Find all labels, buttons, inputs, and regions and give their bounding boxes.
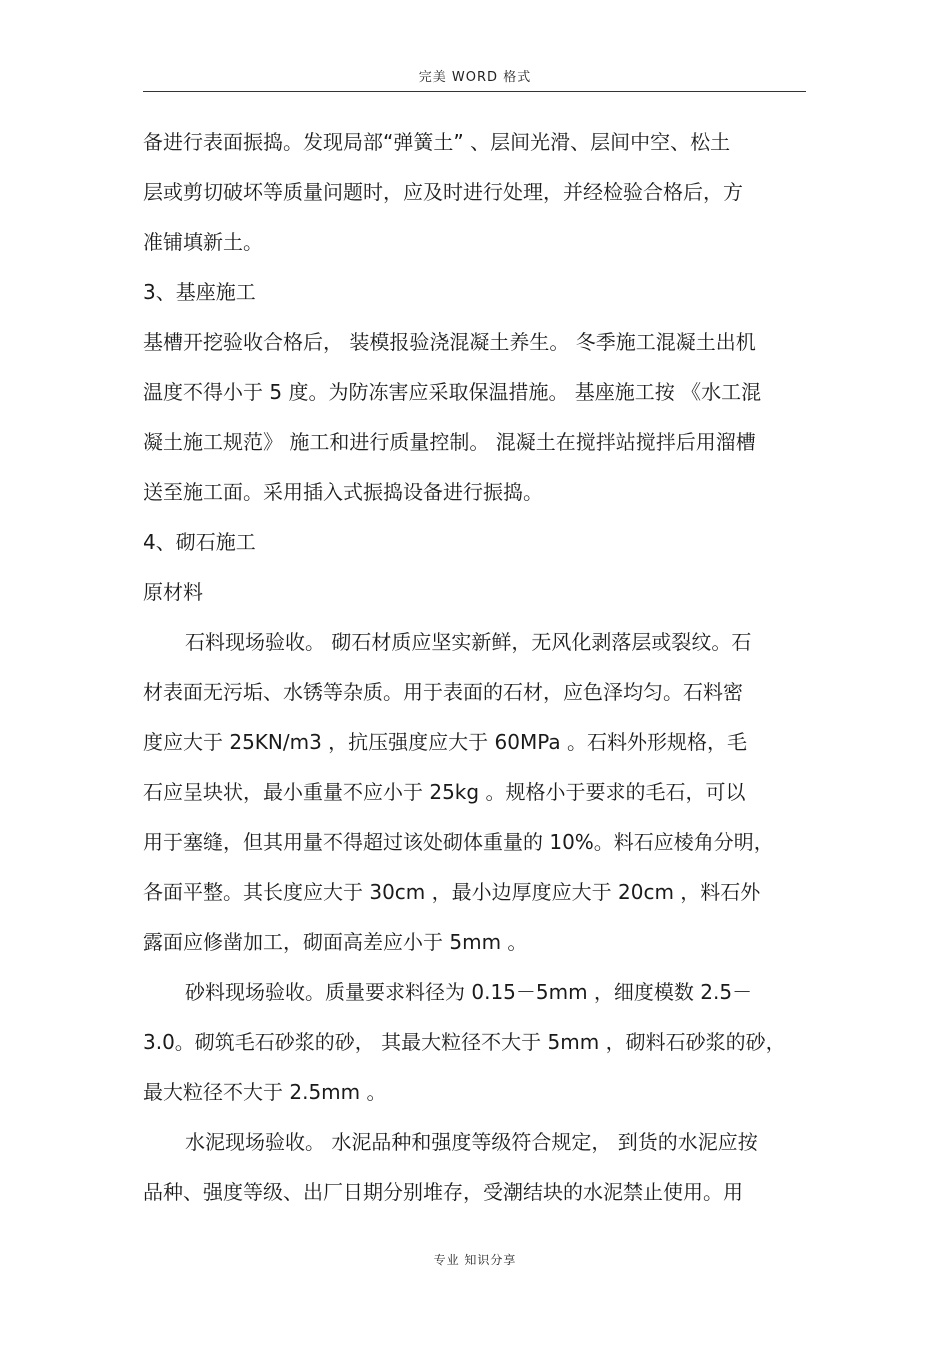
text-line: 材表面无污垢、水锈等杂质。用于表面的石材，应色泽均匀。石料密 (143, 680, 743, 704)
subsection-heading: 原材料 (143, 580, 203, 604)
paragraph-first-line: 石料现场验收。 砌石材质应坚实新鲜，无风化剥落层或裂纹。石 (185, 630, 752, 654)
page-footer: 专业 知识分享 (433, 1253, 517, 1267)
text-line: 3.0。砌筑毛石砂浆的砂， 其最大粒径不大于 5mm ，砌料石砂浆的砂， (143, 1030, 786, 1054)
page-header: 完美 WORD 格式 (418, 70, 532, 85)
paragraph-first-line: 水泥现场验收。 水泥品种和强度等级符合规定， 到货的水泥应按 (185, 1130, 758, 1154)
section-heading: 3、基座施工 (143, 280, 256, 304)
text-line: 准铺填新土。 (143, 230, 263, 254)
text-line: 送至施工面。采用插入式振捣设备进行振捣。 (143, 480, 543, 504)
text-line: 度应大于 25KN/m3 ，抗压强度应大于 60MPa 。石料外形规格，毛 (143, 730, 748, 754)
text-line: 品种、强度等级、出厂日期分别堆存，受潮结块的水泥禁止使用。用 (143, 1180, 743, 1204)
text-line: 各面平整。其长度应大于 30cm ，最小边厚度应大于 20cm ，料石外 (143, 880, 761, 904)
text-line: 备进行表面振捣。发现局部“弹簧土” 、层间光滑、层间中空、松土 (143, 130, 731, 154)
section-heading: 4、砌石施工 (143, 530, 256, 554)
text-line: 石应呈块状，最小重量不应小于 25kg 。规格小于要求的毛石，可以 (143, 780, 746, 804)
text-line: 最大粒径不大于 2.5mm 。 (143, 1080, 387, 1104)
text-line: 凝土施工规范》 施工和进行质量控制。 混凝土在搅拌站搅拌后用溜槽 (143, 430, 756, 454)
text-line: 用于塞缝，但其用量不得超过该处砌体重量的 10%。料石应棱角分明， (143, 830, 774, 854)
document-body (143, 124, 808, 1224)
text-line: 基槽开挖验收合格后， 装模报验浇混凝土养生。 冬季施工混凝土出机 (143, 330, 756, 354)
header-divider (143, 91, 806, 92)
text-line: 层或剪切破坏等质量问题时，应及时进行处理，并经检验合格后，方 (143, 180, 743, 204)
text-line: 温度不得小于 5 度。为防冻害应采取保温措施。 基座施工按 《水工混 (143, 380, 762, 404)
paragraph-first-line: 砂料现场验收。质量要求料径为 0.15－5mm ，细度模数 2.5－ (185, 980, 753, 1004)
text-line: 露面应修凿加工，砌面高差应小于 5mm 。 (143, 930, 528, 954)
